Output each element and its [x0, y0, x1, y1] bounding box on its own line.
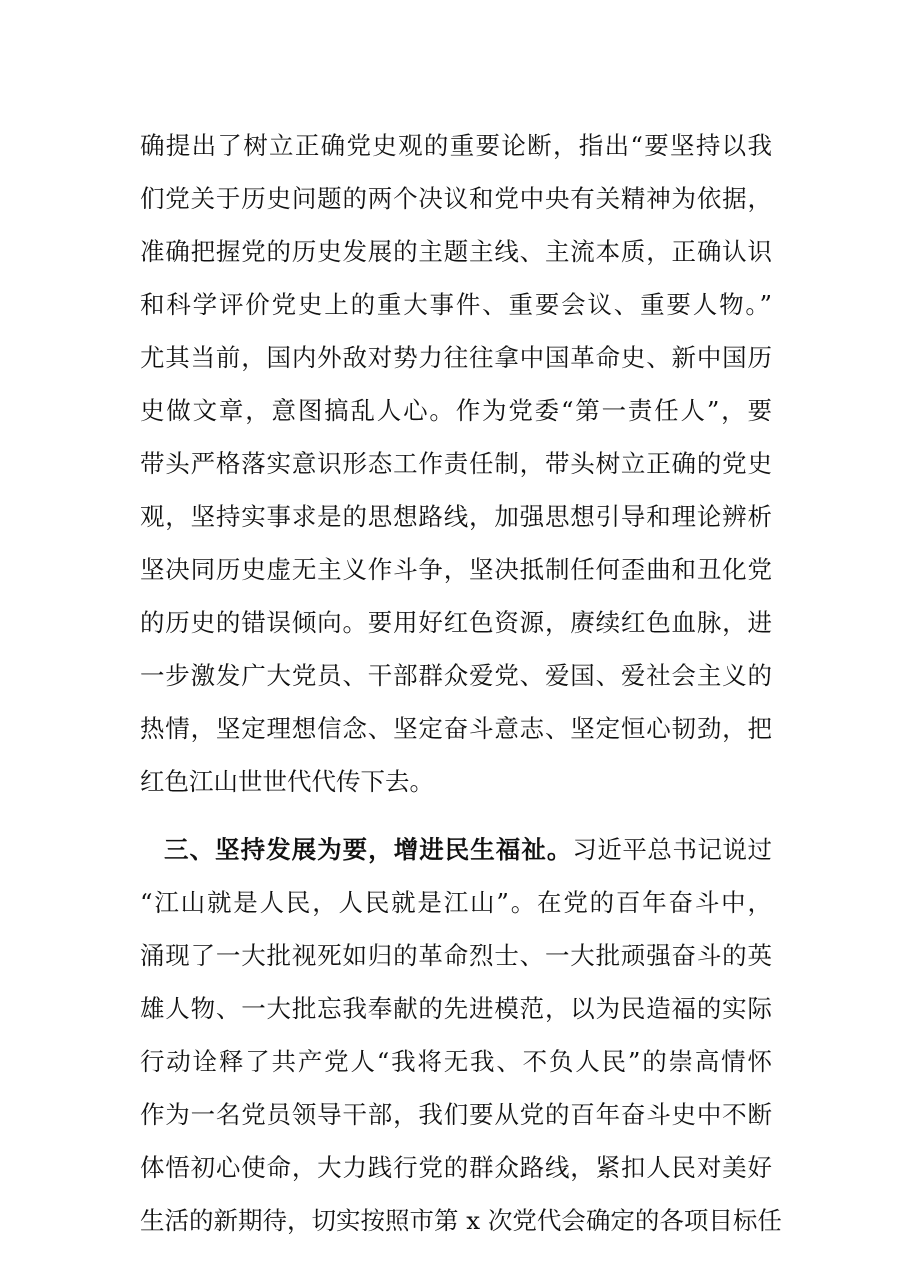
- paragraph-line: 们党关于历史问题的两个决议和党中央有关精神为依据，: [140, 184, 772, 213]
- paragraph-text: 习近平总书记说过: [572, 835, 773, 864]
- paragraph-line: 和科学评价党史上的重大事件、重要会议、重要人物。”: [140, 290, 772, 319]
- paragraph-line: 红色江山世世代代传下去。: [140, 767, 434, 796]
- paragraph-line: 尤其当前，国内外敌对势力往往拿中国革命史、新中国历: [140, 343, 772, 372]
- paragraph-line: 史做文章，意图搞乱人心。作为党委“第一责任人”，要: [140, 396, 772, 425]
- paragraph-line: 体悟初心使命，大力践行党的群众路线，紧扣人民对美好: [140, 1153, 772, 1182]
- paragraph-line: 涌现了一大批视死如归的革命烈士、一大批顽强奋斗的英: [140, 941, 772, 970]
- paragraph-line: 坚决同历史虚无主义作斗争，坚决抵制任何歪曲和丑化党: [140, 555, 772, 584]
- paragraph-line: 一步激发广大党员、干部群众爱党、爱国、爱社会主义的: [140, 661, 772, 690]
- paragraph-line: 热情，坚定理想信念、坚定奋斗意志、坚定恒心韧劲，把: [140, 714, 772, 743]
- section-heading: 三、坚持发展为要，增进民生福祉。: [164, 835, 573, 864]
- paragraph-line: 雄人物、一大批忘我奉献的先进模范，以为民造福的实际: [140, 994, 772, 1023]
- paragraph-line: 准确把握党的历史发展的主题主线、主流本质，正确认识: [140, 237, 772, 266]
- paragraph-line: 的历史的错误倾向。要用好红色资源，赓续红色血脉，进: [140, 608, 772, 637]
- paragraph-line: 行动诠释了共产党人“我将无我、不负人民”的崇高情怀: [140, 1047, 772, 1076]
- paragraph-first-line: [164, 830, 772, 870]
- paragraph-line: “江山就是人民，人民就是江山”。在党的百年奋斗中，: [140, 888, 772, 917]
- paragraph-line: 带头严格落实意识形态工作责任制，带头树立正确的党史: [140, 449, 772, 478]
- paragraph-line: 生活的新期待，切实按照市第 x 次党代会确定的各项目标任: [140, 1206, 782, 1235]
- paragraph-line: 观，坚持实事求是的思想路线，加强思想引导和理论辨析: [140, 502, 772, 531]
- paragraph-line: 确提出了树立正确党史观的重要论断，指出“要坚持以我: [140, 131, 772, 160]
- paragraph-line: 作为一名党员领导干部，我们要从党的百年奋斗史中不断: [140, 1100, 772, 1129]
